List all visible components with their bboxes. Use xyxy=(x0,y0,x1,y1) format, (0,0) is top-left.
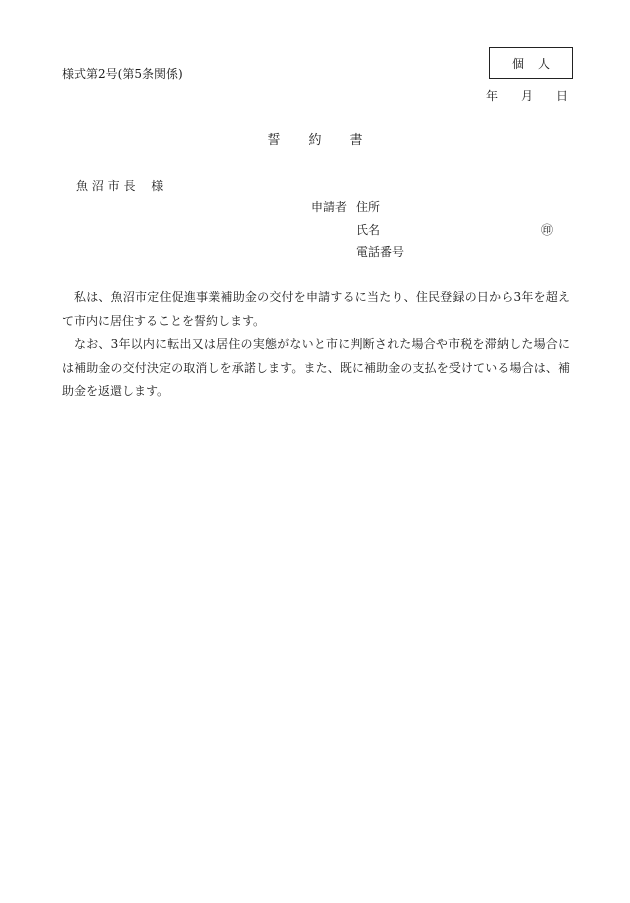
phone-label: 電話番号 xyxy=(356,245,405,259)
date-line xyxy=(486,90,568,102)
form-number: 様式第2号(第5条関係) xyxy=(62,67,183,81)
name-label: 氏名 xyxy=(356,223,381,237)
document-title: 誓約書 xyxy=(267,133,391,148)
category-box: 個人 xyxy=(489,47,573,79)
pledge-body xyxy=(62,286,570,404)
seal-mark: ㊞ xyxy=(541,223,554,237)
date-month: 月 xyxy=(520,89,533,103)
date-year: 年 xyxy=(486,89,499,103)
applicant-label: 申請者 xyxy=(311,200,348,214)
addressee: 魚 沼 市 長 様 xyxy=(76,179,164,193)
date-day: 日 xyxy=(555,89,568,103)
pledge-paragraph-2: なお、3年以内に転出又は居住の実態がないと市に判断された場合や市税を滞納した場合には補助金の交付決定の取消しを承諾します。また、既に補助金の支払を受けている場合は、補助金を返還します。 xyxy=(62,337,570,398)
address-label: 住所 xyxy=(356,200,381,214)
pledge-paragraph-1: 私は、魚沼市定住促進事業補助金の交付を申請するに当たり、住民登録の日から3年を超えて市内に居住することを誓約します。 xyxy=(62,290,570,328)
